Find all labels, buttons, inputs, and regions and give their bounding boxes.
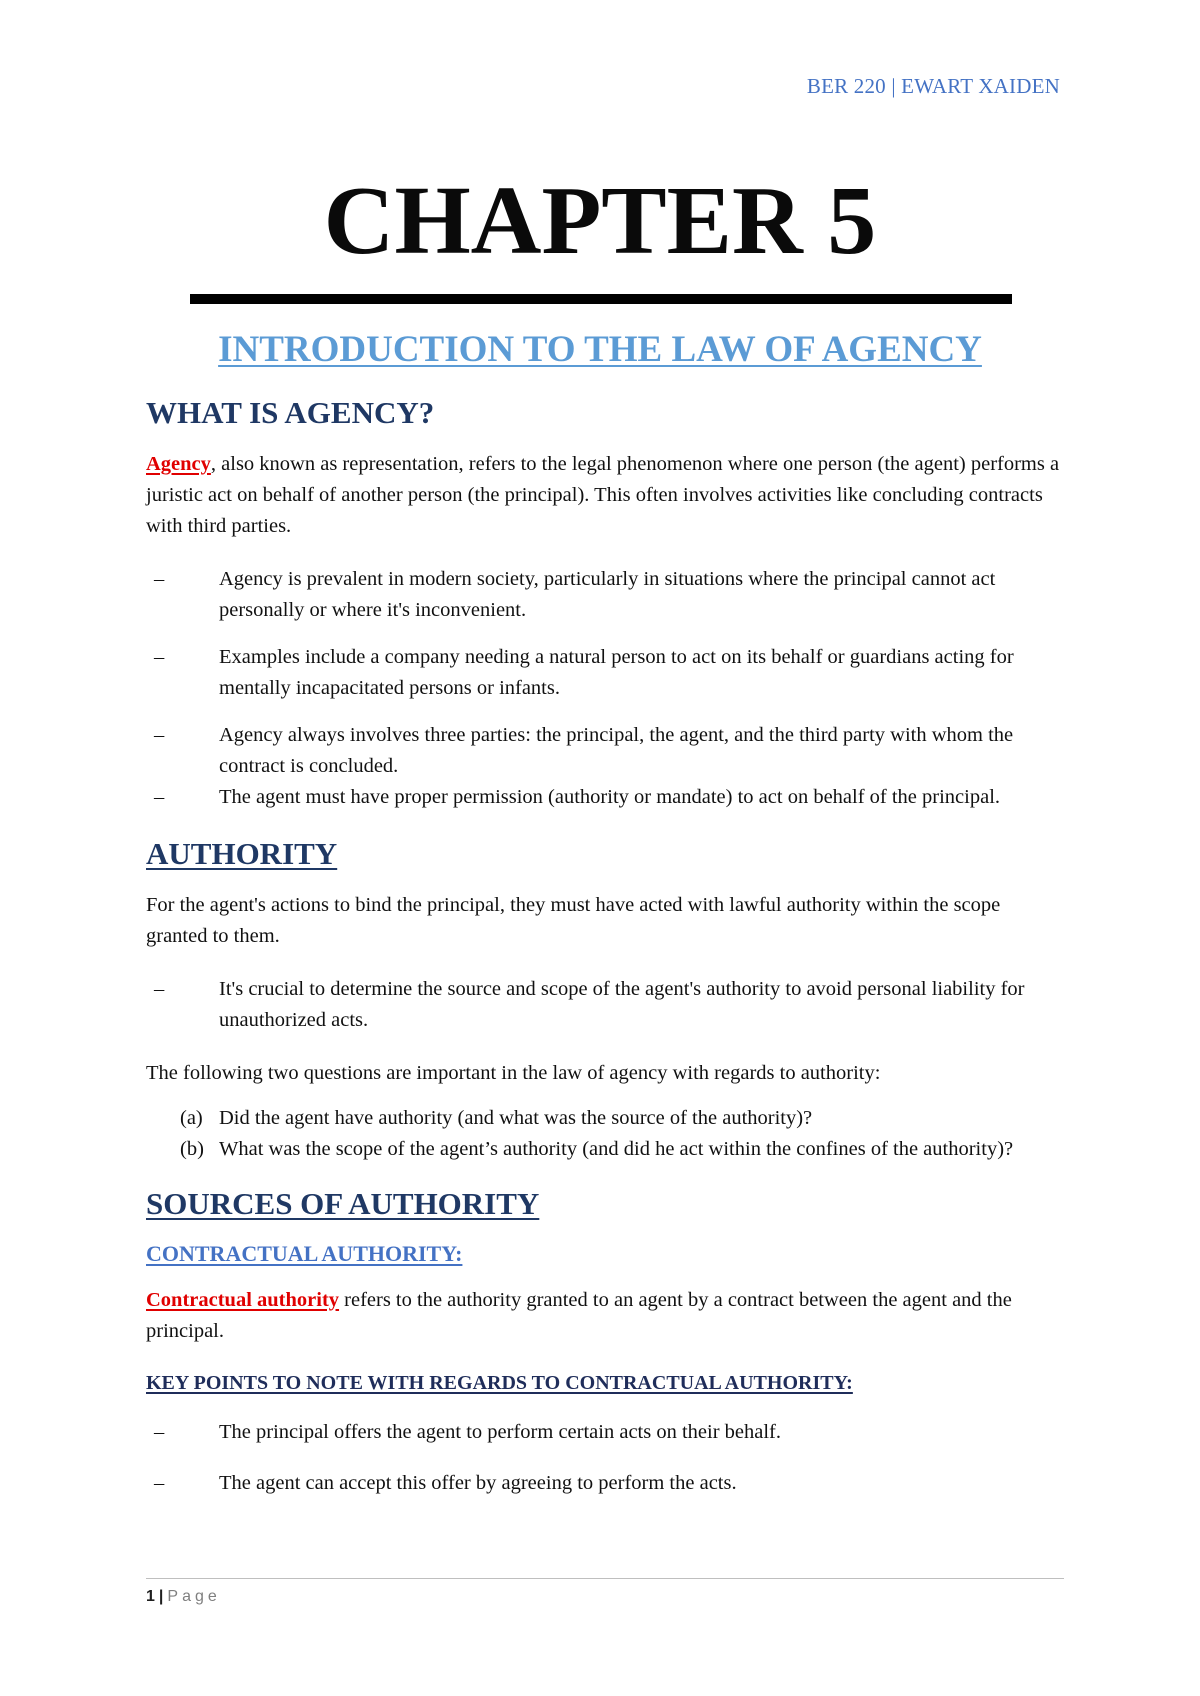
list-item <box>146 564 1064 626</box>
chapter-title-rule <box>190 294 1012 304</box>
page-footer <box>146 1588 221 1606</box>
dash-marker: – <box>154 646 165 669</box>
heading-contractual-authority: CONTRACTUAL AUTHORITY: <box>146 1240 463 1266</box>
running-header: BER 220 | EWART XAIDEN <box>806 74 1060 98</box>
authority-questions-intro: The following two questions are important in the law of agency with regards to authority: <box>146 1062 881 1085</box>
agency-definition-text: , also known as representation, refers to the legal phenomenon where one person (the agent) performs a juristic act on behalf of another person (the principal). This often involves activities like concluding contracts with third parties. <box>146 453 1060 538</box>
dash-marker: – <box>154 1420 165 1443</box>
dash-marker: – <box>154 1471 165 1494</box>
agency-term: Agency <box>146 453 211 476</box>
footer-rule <box>146 1578 1064 1579</box>
question-text: What was the scope of the agent’s authority (and did he act within the confines of the authority)? <box>219 1138 1014 1161</box>
heading-authority: AUTHORITY <box>146 836 338 872</box>
question-text: Did the agent have authority (and what was the source of the authority)? <box>219 1107 813 1130</box>
heading-what-is-agency: WHAT IS AGENCY? <box>146 395 435 430</box>
list-item-text: Agency always involves three parties: the principal, the agent, and the third party with whom the contract is concluded. <box>219 724 1014 778</box>
page-number: 1 <box>146 1588 155 1605</box>
list-item <box>146 720 1064 782</box>
key-points-list <box>146 1417 1064 1499</box>
list-item-text: Examples include a company needing a natural person to act on its behalf or guardians acting for mentally incapacitated persons or infants. <box>219 646 1014 700</box>
list-item-text: The agent must have proper permission (authority or mandate) to act on behalf of the principal. <box>219 786 1001 809</box>
list-item <box>146 1134 1064 1165</box>
authority-intro: For the agent's actions to bind the principal, they must have acted with lawful authority within the scope granted to them. <box>146 894 1001 948</box>
dash-marker: – <box>154 724 165 747</box>
chapter-title: CHAPTER 5 <box>323 167 877 275</box>
dash-marker: – <box>154 786 165 809</box>
chapter-subtitle: INTRODUCTION TO THE LAW OF AGENCY <box>218 329 982 370</box>
list-item-text: It's crucial to determine the source and scope of the agent's authority to avoid personal liability for unauthorized acts. <box>219 978 1025 1032</box>
main-content <box>146 394 1064 1521</box>
list-item-text: The principal offers the agent to perform certain acts on their behalf. <box>219 1420 781 1443</box>
agency-bullet-list <box>146 564 1064 813</box>
agency-definition <box>146 449 1064 542</box>
heading-sources-of-authority: SOURCES OF AUTHORITY <box>146 1186 540 1222</box>
authority-questions-list <box>146 1103 1064 1165</box>
list-item <box>146 1468 1064 1499</box>
list-item <box>146 782 1064 813</box>
key-points-heading: KEY POINTS TO NOTE WITH REGARDS TO CONTRACTUAL AUTHORITY: <box>146 1371 853 1394</box>
list-item <box>146 1417 1064 1448</box>
question-marker: (a) <box>180 1107 203 1130</box>
dash-marker: – <box>154 568 165 591</box>
dash-marker: – <box>154 978 165 1001</box>
list-item-text: Agency is prevalent in modern society, particularly in situations where the principal cannot act personally or where it's inconvenient. <box>219 568 996 622</box>
list-item <box>146 642 1064 704</box>
list-item <box>146 974 1064 1036</box>
contractual-authority-term: Contractual authority <box>146 1288 340 1311</box>
list-item <box>146 1103 1064 1134</box>
authority-bullet-list <box>146 974 1064 1036</box>
question-marker: (b) <box>180 1138 204 1161</box>
list-item-text: The agent can accept this offer by agreeing to perform the acts. <box>219 1471 737 1494</box>
page-label: Page <box>167 1588 221 1605</box>
contractual-authority-definition <box>146 1285 1064 1347</box>
footer-separator: | <box>158 1588 164 1605</box>
contractual-authority-definition-text: refers to the authority granted to an agent by a contract between the agent and the principal. <box>146 1288 1012 1342</box>
